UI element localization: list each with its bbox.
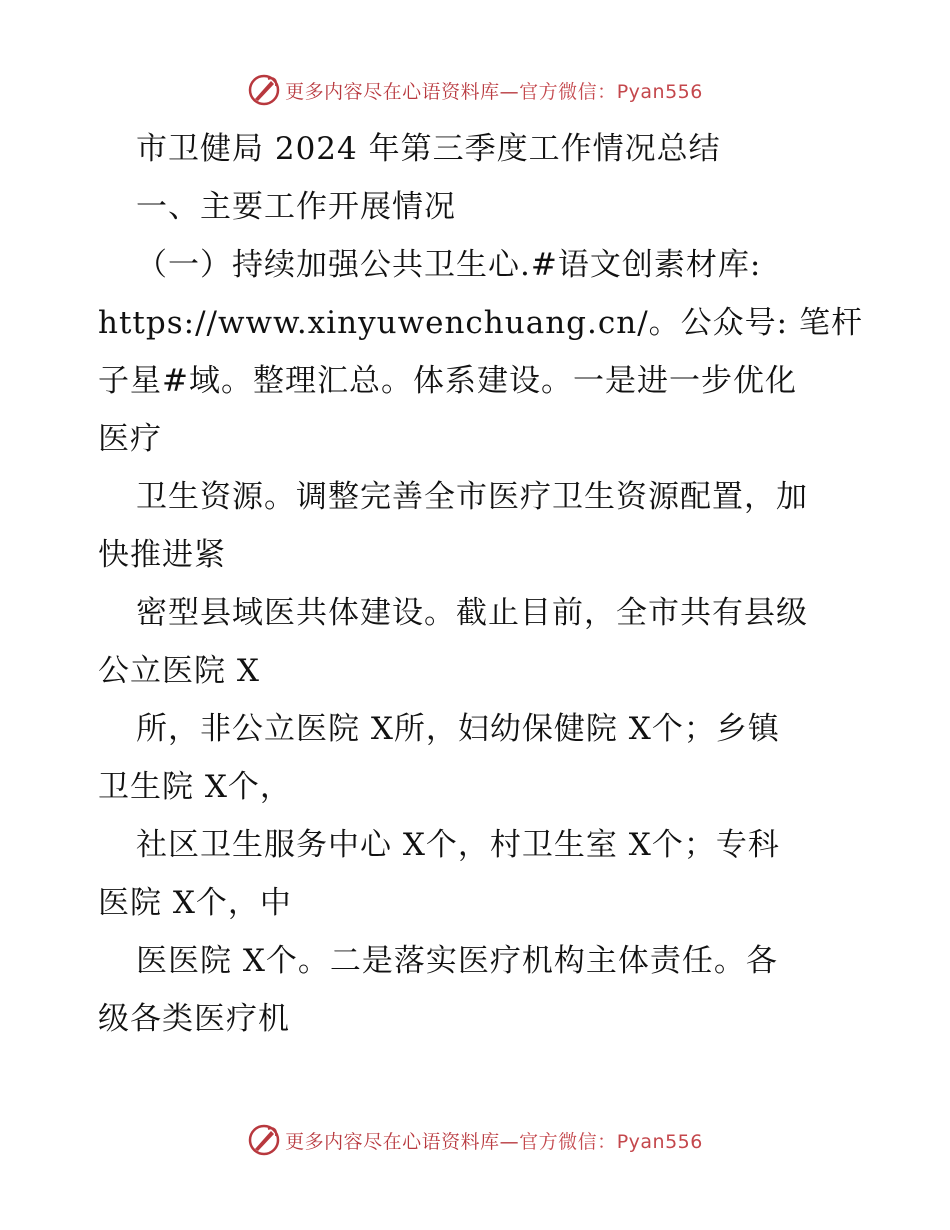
watermark-text: [285, 77, 703, 104]
watermark-contact-label: 官方微信：: [519, 80, 617, 103]
watermark-site-text: 更多内容尽在心语资料库—: [285, 1130, 520, 1153]
text-line: 快推进紧: [98, 537, 226, 573]
text-line: 医医院 X个。二是落实医疗机构主体责任。各: [136, 943, 778, 979]
section-heading: 一、主要工作开展情况: [136, 189, 456, 225]
text-line: 医院 X个，中: [98, 885, 292, 921]
text-line: 密型县域医共体建设。截止目前，全市共有县级: [136, 595, 808, 631]
text-line: 社区卫生服务中心 X个，村卫生室 X个；专科: [136, 827, 780, 863]
text-line: 卫生院 X个，: [98, 769, 292, 805]
text-line: 级各类医疗机: [98, 1001, 290, 1037]
watermark-contact-id: Pyan556: [616, 80, 703, 103]
text-line: 卫生资源。调整完善全市医疗卫生资源配置，加: [136, 479, 808, 515]
text-line: 子星#域。整理汇总。体系建设。一是进一步优化: [98, 363, 797, 399]
text-line: （一）持续加强公共卫生心.#语文创素材库:: [136, 247, 762, 283]
text-line: 所，非公立医院 X所，妇幼保健院 X个；乡镇: [136, 711, 780, 747]
text-line: https://www.xinyuwenchuang.cn/。公众号: 笔杆: [98, 305, 863, 341]
watermark-site-text: 更多内容尽在心语资料库—: [285, 80, 520, 103]
watermark-banner-bottom: [0, 1120, 950, 1160]
text-line: 医疗: [98, 421, 162, 457]
quill-logo-icon: [247, 73, 281, 107]
text-line: 公立医院 X: [98, 653, 260, 689]
watermark-contact-id: Pyan556: [616, 1130, 703, 1153]
watermark-text: [285, 1127, 703, 1154]
document-title: 市卫健局 2024 年第三季度工作情况总结: [136, 131, 721, 167]
document-body: [98, 120, 863, 1048]
quill-logo-icon: [247, 1123, 281, 1157]
watermark-banner-top: [0, 70, 950, 110]
watermark-contact-label: 官方微信：: [519, 1130, 617, 1153]
